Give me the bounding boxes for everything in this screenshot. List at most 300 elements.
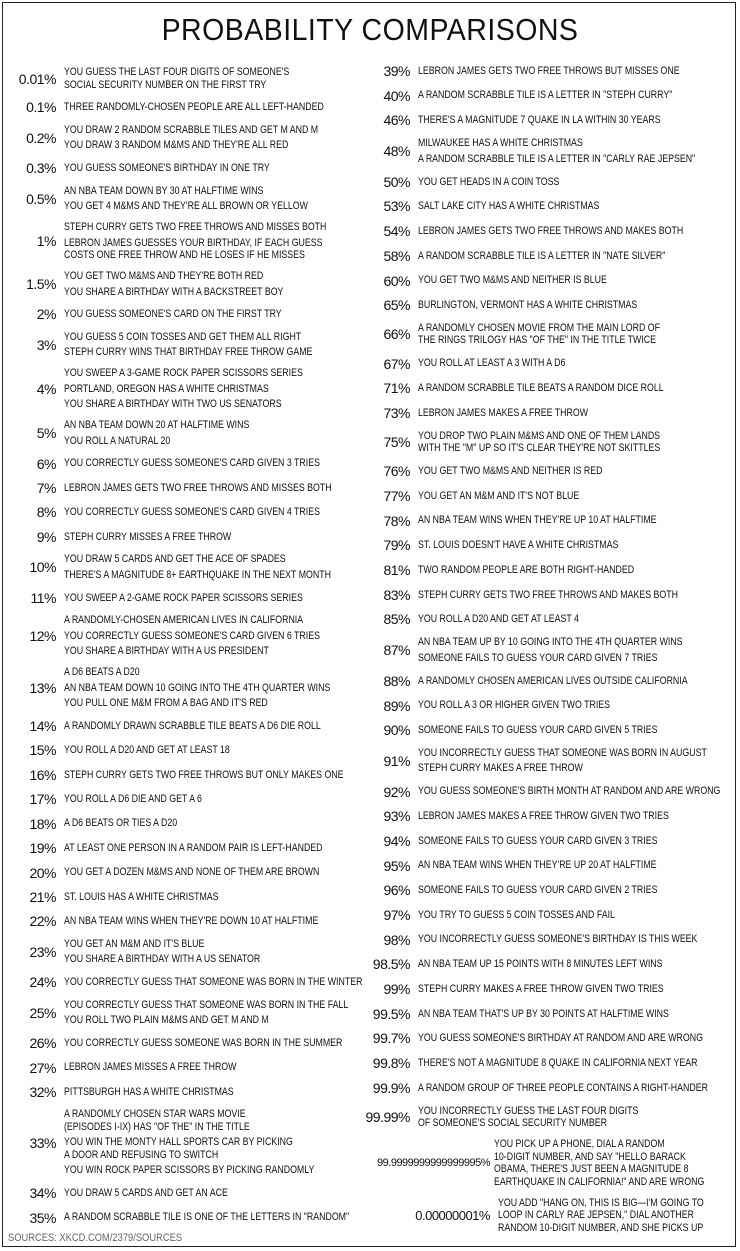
probability-value: 0.3% xyxy=(26,160,56,177)
event-list xyxy=(64,457,384,470)
event-description: YOU ROLL TWO PLAIN M&MS AND GET M AND M xyxy=(64,1014,269,1027)
event-list xyxy=(64,66,346,91)
probability-value: 53% xyxy=(383,198,410,215)
probability-value: 0.1% xyxy=(26,99,56,116)
event-description: A D6 BEATS A D20 xyxy=(64,666,140,679)
event-description: LEBRON JAMES GETS TWO FREE THROWS AND MISSES BOTH xyxy=(64,481,332,494)
probability-entry xyxy=(6,938,368,966)
event-description: YOU DRAW 2 RANDOM SCRABBLE TILES AND GET M AND M xyxy=(64,123,319,136)
probability-entry xyxy=(360,587,735,603)
probability-value: 87% xyxy=(383,642,410,659)
event-description: YOU ROLL A NATURAL 20 xyxy=(64,434,171,447)
event-description: A RANDOM GROUP OF THREE PEOPLE CONTAINS A RIGHT-HANDER xyxy=(418,1081,708,1094)
event-description: YOU ROLL A D20 AND GET AT LEAST 18 xyxy=(64,744,230,757)
event-list xyxy=(418,747,740,775)
probability-entry xyxy=(360,932,735,948)
event-list xyxy=(418,225,740,238)
probability-entry xyxy=(6,185,368,213)
probability-value: 27% xyxy=(29,1059,56,1076)
probability-entry xyxy=(6,480,368,496)
event-list xyxy=(64,101,389,114)
probability-value: 11% xyxy=(30,589,56,606)
probability-entry xyxy=(6,456,368,472)
event-description: A RANDOMLY-CHOSEN AMERICAN LIVES IN CALIFORNIA xyxy=(64,614,304,627)
event-list xyxy=(418,137,740,165)
event-description: LEBRON JAMES GUESSES YOUR BIRTHDAY, IF EACH GUESS COSTS ONE FREE THROW AND HE LOSES IF HE MISSES xyxy=(64,236,323,262)
event-list xyxy=(418,636,740,664)
event-list xyxy=(418,322,721,347)
event-list xyxy=(64,419,296,447)
event-description: STEPH CURRY MAKES A FREE THROW xyxy=(418,762,583,775)
probability-entry xyxy=(360,1105,735,1130)
probability-entry xyxy=(360,882,735,898)
event-list xyxy=(418,382,725,395)
event-description: THERE'S A MAGNITUDE 7 QUAKE IN LA WITHIN 30 YEARS xyxy=(418,114,661,127)
event-list xyxy=(418,724,717,737)
probability-value: 75% xyxy=(383,434,410,451)
event-description: AT LEAST ONE PERSON IN A RANDOM PAIR IS LEFT-HANDED xyxy=(64,841,323,854)
event-description: YOU GET HEADS IN A COIN TOSS xyxy=(418,175,560,188)
event-list xyxy=(498,1197,740,1235)
probability-entry xyxy=(360,198,735,214)
event-list xyxy=(418,1032,740,1045)
probability-value: 48% xyxy=(383,143,410,160)
probability-value: 81% xyxy=(383,562,410,579)
event-list xyxy=(418,89,736,102)
sources-footer: SOURCES: XKCD.COM/2379/SOURCES xyxy=(8,1232,183,1244)
event-description: YOU ADD "HANG ON, THIS IS BIG—I'M GOING TO LOOP IN CARLY RAE JEPSEN," DIAL ANOTHER RANDOM 10-DIGIT NUMBER, AND SHE PICKS UP xyxy=(498,1196,704,1234)
event-list xyxy=(418,1082,740,1095)
event-list xyxy=(418,357,602,370)
event-list xyxy=(64,938,309,966)
probability-value: 20% xyxy=(29,864,56,881)
probability-entry xyxy=(6,270,368,298)
event-description: AN NBA TEAM WINS WHEN THEY'RE UP 20 AT HALFTIME xyxy=(418,859,657,872)
event-description: AN NBA TEAM WINS WHEN THEY'RE UP 10 AT HALFTIME xyxy=(418,514,657,527)
probability-value: 60% xyxy=(383,272,410,289)
probability-value: 46% xyxy=(383,112,410,129)
probability-value: 99.5% xyxy=(372,1005,410,1022)
left-column xyxy=(6,66,368,1226)
event-list xyxy=(418,407,631,420)
event-list xyxy=(64,162,321,175)
probability-value: 9% xyxy=(36,528,56,545)
event-description: YOU DRAW 5 CARDS AND GET THE ACE OF SPADES xyxy=(64,553,286,566)
probability-entry xyxy=(360,380,735,396)
probability-value: 6% xyxy=(36,455,56,472)
event-description: A D6 BEATS OR TIES A D20 xyxy=(64,817,178,830)
probability-value: 2% xyxy=(36,306,56,323)
probability-value: 25% xyxy=(29,1004,56,1021)
event-list xyxy=(64,1061,280,1074)
event-description: STEPH CURRY GETS TWO FREE THROWS AND MAKES BOTH xyxy=(418,588,678,601)
probability-value: 99% xyxy=(383,981,410,998)
event-list xyxy=(64,842,387,855)
event-description: YOU ROLL AT LEAST A 3 WITH A D6 xyxy=(418,357,566,370)
event-list xyxy=(64,720,385,733)
event-list xyxy=(418,430,721,455)
probability-entry xyxy=(6,614,368,658)
probability-entry xyxy=(360,137,735,165)
event-description: YOU GET 4 M&MS AND THEY'RE ALL BROWN OR YELLOW xyxy=(64,200,308,213)
event-list xyxy=(418,250,727,263)
probability-entry xyxy=(360,858,735,874)
event-list xyxy=(418,785,740,798)
event-description: LEBRON JAMES MAKES A FREE THROW GIVEN TWO TRIES xyxy=(418,810,669,822)
probability-value: 1.5% xyxy=(26,276,56,293)
probability-value: 0.00000001% xyxy=(415,1208,490,1224)
probability-value: 73% xyxy=(383,404,410,421)
probability-value: 17% xyxy=(29,791,56,808)
event-list xyxy=(418,983,725,996)
event-description: YOU SHARE A BIRTHDAY WITH A US PRESIDENT xyxy=(64,645,269,658)
probability-value: 50% xyxy=(383,173,410,190)
probability-value: 92% xyxy=(383,783,410,800)
event-list xyxy=(418,299,692,312)
event-description: A RANDOM SCRABBLE TILE IS ONE OF THE LETTERS IN "RANDOM" xyxy=(64,1211,350,1224)
event-list xyxy=(64,666,397,710)
probability-entry xyxy=(6,1084,368,1100)
probability-entry xyxy=(360,112,735,128)
probability-entry xyxy=(6,767,368,783)
event-description: THREE RANDOMLY-CHOSEN PEOPLE ARE ALL LEFT-HANDED xyxy=(64,101,324,114)
event-description: AN NBA TEAM THAT'S UP BY 30 POINTS AT HALFTIME WINS xyxy=(418,1007,669,1020)
probability-entry xyxy=(360,1138,735,1188)
event-description: YOU GET TWO M&MS AND NEITHER IS RED xyxy=(418,465,603,478)
event-list xyxy=(64,1086,276,1099)
event-list xyxy=(418,810,732,823)
probability-value: 94% xyxy=(383,832,410,849)
probability-entry xyxy=(6,865,368,881)
probability-value: 66% xyxy=(383,326,410,343)
probability-value: 99.8% xyxy=(372,1055,410,1072)
event-description: YOU CORRECTLY GUESS THAT SOMEONE WAS BORN IN THE FALL xyxy=(64,998,349,1011)
probability-value: 15% xyxy=(29,742,56,759)
probability-entry xyxy=(6,791,368,807)
probability-value: 10% xyxy=(29,559,56,576)
event-description: BURLINGTON, VERMONT HAS A WHITE CHRISTMAS xyxy=(418,298,638,311)
probability-value: 1% xyxy=(36,233,56,250)
event-list xyxy=(64,124,382,152)
probability-value: 18% xyxy=(29,815,56,832)
event-description: THERE'S A MAGNITUDE 8+ EARTHQUAKE IN THE NEXT MONTH xyxy=(64,568,331,581)
probability-value: 99.9% xyxy=(372,1079,410,1096)
event-description: STEPH CURRY MAKES A FREE THROW GIVEN TWO TRIES xyxy=(418,982,664,995)
event-description: YOU DROP TWO PLAIN M&MS AND ONE OF THEM LANDS WITH THE "M" UP SO IT'S CLEAR THEY'RE NOT SKITTLES xyxy=(418,429,661,455)
probability-value: 65% xyxy=(383,297,410,314)
probability-entry xyxy=(6,742,368,758)
event-description: LEBRON JAMES MAKES A FREE THROW xyxy=(418,406,589,419)
probability-value: 98% xyxy=(383,931,410,948)
event-description: ST. LOUIS DOESN'T HAVE A WHITE CHRISTMAS xyxy=(418,539,619,552)
event-description: YOU SWEEP A 2-GAME ROCK PAPER SCISSORS SERIES xyxy=(64,591,303,604)
event-list xyxy=(64,1108,377,1177)
event-description: A RANDOM SCRABBLE TILE BEATS A RANDOM DICE ROLL xyxy=(418,382,664,394)
event-description: TWO RANDOM PEOPLE ARE BOTH RIGHT-HANDED xyxy=(418,563,635,576)
probability-entry xyxy=(360,88,735,104)
event-description: ST. LOUIS HAS A WHITE CHRISTMAS xyxy=(64,890,219,903)
event-description: YOU GET TWO M&MS AND THEY'RE BOTH RED xyxy=(64,270,264,283)
event-list xyxy=(418,1105,693,1130)
probability-entry xyxy=(360,63,735,79)
event-list xyxy=(418,933,740,946)
event-list xyxy=(418,675,740,688)
probability-value: 19% xyxy=(29,840,56,857)
probability-value: 8% xyxy=(36,504,56,521)
probability-value: 90% xyxy=(383,722,410,739)
event-list xyxy=(64,553,398,581)
probability-entry xyxy=(6,419,368,447)
probability-entry xyxy=(6,718,368,734)
probability-value: 23% xyxy=(29,943,56,960)
probability-entry xyxy=(6,590,368,606)
probability-entry xyxy=(6,840,368,856)
probability-value: 0.5% xyxy=(26,190,56,207)
probability-value: 96% xyxy=(383,882,410,899)
probability-value: 39% xyxy=(383,63,410,79)
event-list xyxy=(418,909,664,922)
probability-entry xyxy=(360,673,735,689)
probability-entry xyxy=(6,974,368,990)
event-description: YOU SWEEP A 3-GAME ROCK PAPER SCISSORS SERIES xyxy=(64,367,303,380)
event-description: YOU ROLL A 3 OR HIGHER GIVEN TWO TRIES xyxy=(418,699,611,712)
event-description: PITTSBURGH HAS A WHITE CHRISTMAS xyxy=(64,1085,234,1098)
probability-value: 78% xyxy=(383,512,410,529)
event-description: AN NBA TEAM DOWN 20 AT HALFTIME WINS xyxy=(64,419,250,432)
probability-value: 14% xyxy=(29,718,56,735)
probability-entry xyxy=(360,611,735,627)
event-list xyxy=(418,65,740,78)
event-description: AN NBA TEAM UP BY 10 GOING INTO THE 4TH QUARTER WINS xyxy=(418,636,683,649)
event-description: PORTLAND, OREGON HAS A WHITE CHRISTMAS xyxy=(64,382,269,395)
probability-entry xyxy=(360,747,735,775)
probability-entry xyxy=(6,1210,368,1226)
probability-entry xyxy=(6,889,368,905)
event-description: A RANDOMLY CHOSEN MOVIE FROM THE MAIN LORD OF THE RINGS TRILOGY HAS "OF THE" IN THE TITLE TWICE xyxy=(418,321,661,347)
event-list xyxy=(418,176,595,189)
probability-entry xyxy=(360,1006,735,1022)
probability-value: 58% xyxy=(383,247,410,264)
event-list xyxy=(418,859,716,872)
probability-entry xyxy=(360,273,735,289)
event-description: AN NBA TEAM DOWN BY 30 AT HALFTIME WINS xyxy=(64,184,264,197)
probability-entry xyxy=(6,504,368,520)
event-list xyxy=(64,866,383,879)
event-list xyxy=(418,114,721,127)
probability-entry xyxy=(360,356,735,372)
probability-entry xyxy=(360,636,735,664)
event-description: AN NBA TEAM DOWN 10 GOING INTO THE 4TH QUARTER WINS xyxy=(64,681,331,694)
event-list xyxy=(418,465,649,478)
event-description: YOU GUESS SOMEONE'S CARD ON THE FIRST TRY xyxy=(64,308,282,321)
event-list xyxy=(418,490,620,503)
event-list xyxy=(64,367,363,411)
probability-value: 7% xyxy=(36,480,56,497)
probability-value: 99.99% xyxy=(365,1109,410,1125)
probability-value: 33% xyxy=(29,1134,56,1151)
event-description: YOU CORRECTLY GUESS SOMEONE'S CARD GIVEN 6 TRIES xyxy=(64,629,320,642)
probability-entry xyxy=(360,488,735,504)
probability-value: 32% xyxy=(29,1083,56,1100)
probability-entry xyxy=(6,99,368,115)
event-description: A RANDOMLY CHOSEN AMERICAN LIVES OUTSIDE CALIFORNIA xyxy=(418,674,688,687)
probability-value: 97% xyxy=(383,907,410,923)
probability-value: 76% xyxy=(383,463,410,480)
event-list xyxy=(418,613,619,626)
event-description: STEPH CURRY MISSES A FREE THROW xyxy=(64,530,232,543)
event-description: LEBRON JAMES GETS TWO FREE THROWS BUT MISSES ONE xyxy=(418,64,680,77)
probability-entry xyxy=(6,367,368,411)
event-description: STEPH CURRY GETS TWO FREE THROWS AND MISSES BOTH xyxy=(64,221,327,234)
probability-value: 0.2% xyxy=(26,129,56,146)
probability-entry xyxy=(6,816,368,832)
probability-value: 91% xyxy=(383,752,410,769)
event-list xyxy=(64,270,338,298)
event-list xyxy=(418,564,688,577)
probability-value: 93% xyxy=(383,808,410,825)
event-description: SOMEONE FAILS TO GUESS YOUR CARD GIVEN 7 TRIES xyxy=(418,651,658,664)
probability-value: 21% xyxy=(29,888,56,905)
event-description: YOU INCORRECTLY GUESS THE LAST FOUR DIGITS OF SOMEONE'S SOCIAL SECURITY NUMBER xyxy=(418,1104,639,1129)
probability-entry xyxy=(360,562,735,578)
probability-value: 88% xyxy=(383,672,410,689)
event-list xyxy=(64,891,257,904)
probability-entry xyxy=(6,331,368,359)
event-description: YOU GET AN M&M AND IT'S NOT BLUE xyxy=(418,489,580,502)
event-description: YOU INCORRECTLY GUESS SOMEONE'S BIRTHDAY IS THIS WEEK xyxy=(418,933,698,946)
probability-value: 95% xyxy=(383,857,410,874)
probability-entry xyxy=(360,722,735,738)
probability-entry xyxy=(360,808,735,824)
event-description: SOMEONE FAILS TO GUESS YOUR CARD GIVEN 3 TRIES xyxy=(418,834,658,847)
probability-entry xyxy=(360,174,735,190)
probability-entry xyxy=(6,160,368,176)
page-title: PROBABILITY COMPARISONS xyxy=(161,12,579,47)
probability-entry xyxy=(360,784,735,800)
event-list xyxy=(64,221,392,262)
event-description: A RANDOMLY DRAWN SCRABBLE TILE BEATS A D6 DIE ROLL xyxy=(64,719,321,732)
event-list xyxy=(64,614,384,658)
event-description: YOU SHARE A BIRTHDAY WITH A BACKSTREET BOY xyxy=(64,285,284,298)
probability-value: 99.9999999999999995% xyxy=(377,1157,490,1170)
probability-entry xyxy=(6,66,368,91)
probability-entry xyxy=(360,430,735,455)
probability-entry xyxy=(6,1108,368,1177)
probability-value: 5% xyxy=(36,425,56,442)
probability-entry xyxy=(360,833,735,849)
probability-entry xyxy=(360,1055,735,1071)
probability-value: 35% xyxy=(29,1209,56,1226)
event-description: YOU SHARE A BIRTHDAY WITH A US SENATOR xyxy=(64,953,261,966)
probability-entry xyxy=(360,698,735,714)
event-list xyxy=(418,589,740,602)
event-description: YOU INCORRECTLY GUESS THAT SOMEONE WAS BORN IN AUGUST xyxy=(418,746,707,759)
event-description: LEBRON JAMES MISSES A FREE THROW xyxy=(64,1061,237,1074)
probability-entry xyxy=(6,999,368,1027)
event-list xyxy=(418,699,658,712)
probability-value: 54% xyxy=(383,223,410,240)
probability-entry xyxy=(6,913,368,929)
probability-value: 24% xyxy=(29,974,56,991)
probability-entry xyxy=(6,666,368,710)
probability-entry xyxy=(360,405,735,421)
event-list xyxy=(64,793,236,806)
probability-entry xyxy=(6,1060,368,1076)
probability-value: 12% xyxy=(29,627,56,644)
event-description: YOU ROLL A D6 DIE AND GET A 6 xyxy=(64,793,202,806)
event-description: YOU GUESS SOMEONE'S BIRTHDAY AT RANDOM AND ARE WRONG xyxy=(418,1032,703,1045)
probability-entry xyxy=(360,537,735,553)
event-description: SOMEONE FAILS TO GUESS YOUR CARD GIVEN 5 TRIES xyxy=(418,723,658,736)
probability-entry xyxy=(360,248,735,264)
event-list xyxy=(418,1057,740,1070)
event-description: YOU DRAW 3 RANDOM M&MS AND THEY'RE ALL RED xyxy=(64,139,289,152)
probability-entry xyxy=(6,306,368,322)
event-description: YOU TRY TO GUESS 5 COIN TOSSES AND FAIL xyxy=(418,908,615,921)
probability-value: 3% xyxy=(36,336,56,353)
event-description: AN NBA TEAM UP 15 POINTS WITH 8 MINUTES LEFT WINS xyxy=(418,958,663,971)
event-description: A RANDOM SCRABBLE TILE IS A LETTER IN "NATE SILVER" xyxy=(418,249,666,262)
probability-entry xyxy=(6,221,368,262)
event-description: A RANDOMLY CHOSEN STAR WARS MOVIE (EPISODES I-IX) HAS "OF THE" IN THE TITLE xyxy=(64,1108,250,1133)
probability-value: 99.7% xyxy=(372,1030,410,1047)
event-list xyxy=(418,200,645,213)
probability-value: 71% xyxy=(383,380,410,397)
probability-value: 0.01% xyxy=(18,70,56,87)
probability-value: 16% xyxy=(29,766,56,783)
probability-entry xyxy=(360,297,735,313)
probability-value: 67% xyxy=(383,355,410,372)
event-list xyxy=(64,482,399,495)
probability-entry xyxy=(360,981,735,997)
event-description: A RANDOM SCRABBLE TILE IS A LETTER IN "STEPH CURRY" xyxy=(418,89,673,102)
probability-entry xyxy=(6,553,368,581)
probability-entry xyxy=(6,529,368,545)
probability-value: 83% xyxy=(383,586,410,603)
event-description: YOU PULL ONE M&M FROM A BAG AND IT'S RED xyxy=(64,697,268,710)
event-list xyxy=(64,506,384,519)
probability-value: 85% xyxy=(383,611,410,628)
event-description: AN NBA TEAM WINS WHEN THEY'RE DOWN 10 AT HALFTIME xyxy=(64,915,319,928)
event-description: LEBRON JAMES GETS TWO FREE THROWS AND MAKES BOTH xyxy=(418,224,684,237)
probability-value: 34% xyxy=(29,1185,56,1202)
event-description: YOU GET A DOZEN M&MS AND NONE OF THEM ARE BROWN xyxy=(64,866,320,879)
event-description: YOU CORRECTLY GUESS SOMEONE'S CARD GIVEN 4 TRIES xyxy=(64,506,320,519)
event-description: YOU GET AN M&M AND IT'S BLUE xyxy=(64,937,205,950)
event-description: YOU CORRECTLY GUESS SOMEONE WAS BORN IN THE SUMMER xyxy=(64,1036,343,1049)
probability-value: 26% xyxy=(29,1035,56,1052)
event-list xyxy=(64,817,205,830)
event-description: YOU GUESS THE LAST FOUR DIGITS OF SOMEONE'S SOCIAL SECURITY NUMBER ON THE FIRST TRY xyxy=(64,66,290,91)
event-description: YOU GUESS SOMEONE'S BIRTH MONTH AT RANDOM AND ARE WRONG xyxy=(418,785,721,798)
event-list xyxy=(418,835,717,848)
event-list xyxy=(418,884,717,897)
event-description: YOU SHARE A BIRTHDAY WITH TWO US SENATORS xyxy=(64,398,282,411)
probability-value: 22% xyxy=(29,913,56,930)
probability-entry xyxy=(6,1035,368,1051)
probability-value: 4% xyxy=(36,381,56,398)
event-description: YOU CORRECTLY GUESS THAT SOMEONE WAS BORN IN THE WINTER xyxy=(64,975,363,988)
right-column xyxy=(360,63,735,1235)
probability-value: 79% xyxy=(383,537,410,554)
event-list xyxy=(64,185,369,213)
probability-entry xyxy=(360,1030,735,1046)
event-list xyxy=(64,331,375,359)
event-list xyxy=(64,744,271,757)
probability-value: 77% xyxy=(383,488,410,504)
event-description: YOU PICK UP A PHONE, DIAL A RANDOM 10-DIGIT NUMBER, AND SAY "HELLO BARACK OBAMA, THERE'S JUST BEEN A MAGNITUDE 8 EARTHQUAKE IN CALIFORNIA!" AND ARE WRONG xyxy=(494,1138,705,1188)
probability-entry xyxy=(360,907,735,923)
